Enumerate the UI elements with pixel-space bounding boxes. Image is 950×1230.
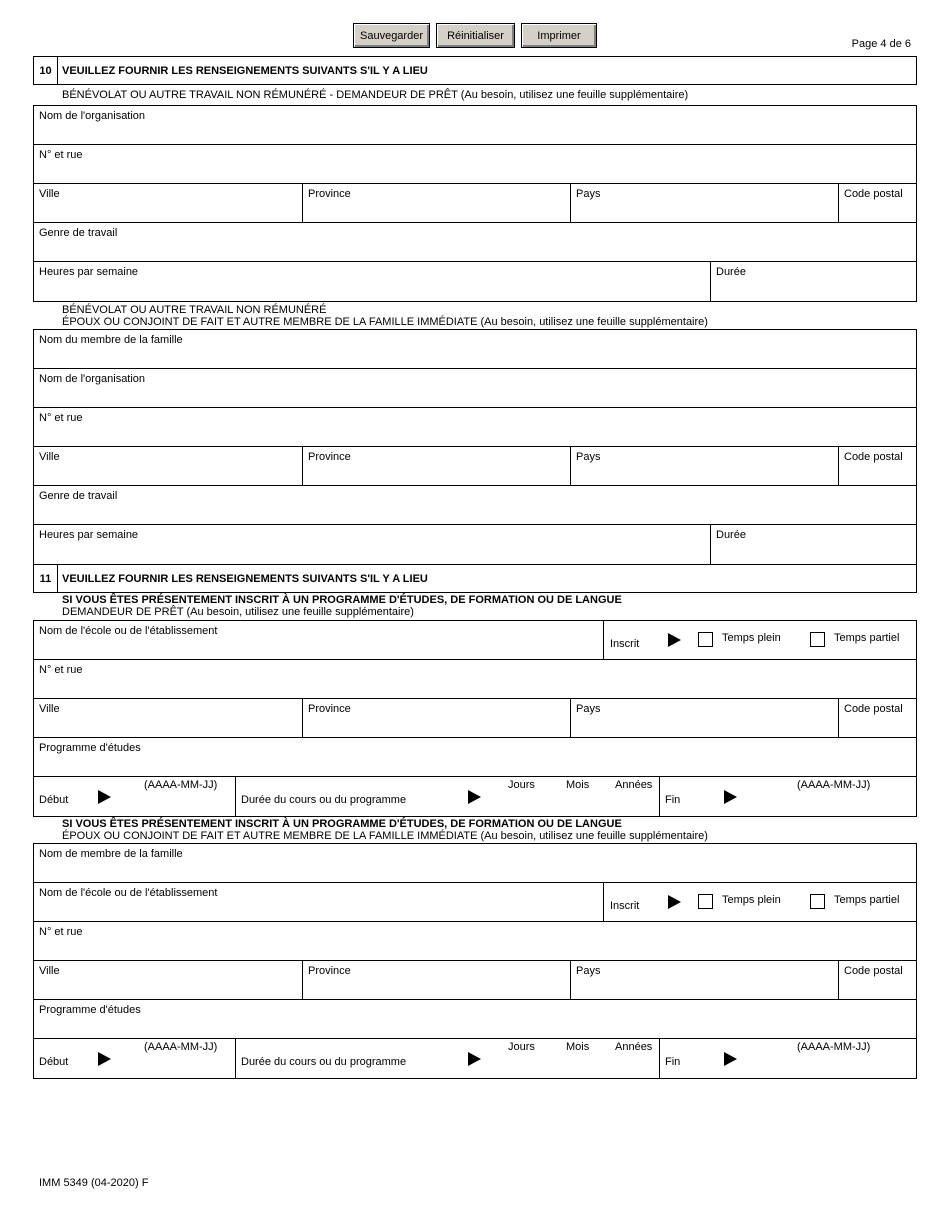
end-date-field[interactable]: Fin (AAAA-MM-JJ) <box>659 777 916 816</box>
hours-field[interactable]: Heures par semaine <box>39 266 139 278</box>
reset-button[interactable]: Réinitialiser <box>436 23 515 48</box>
section-10-sub2-line1: BÉNÉVOLAT OU AUTRE TRAVAIL NON RÉMUNÉRÉ <box>62 304 327 316</box>
full-time-label: Temps plein <box>722 632 781 644</box>
city-field[interactable]: Ville <box>39 188 60 200</box>
family-school-row <box>33 882 917 922</box>
family-part-time-checkbox[interactable] <box>810 894 825 909</box>
section-10-sub1: BÉNÉVOLAT OU AUTRE TRAVAIL NON RÉMUNÉRÉ - DEMANDEUR DE PRÊT (Au besoin, utilisez une feuille supplémentaire) <box>62 89 689 101</box>
program-field[interactable]: Programme d'études <box>33 737 917 777</box>
hours-row <box>33 261 917 302</box>
family-school-city-field[interactable]: Ville <box>39 965 60 977</box>
section-11-sub1-line1: SI VOUS ÊTES PRÉSENTEMENT INSCRIT À UN PROGRAMME D'ÉTUDES, DE FORMATION OU DE LANGUE <box>62 594 622 606</box>
family-school-province-field[interactable]: Province <box>302 961 571 999</box>
family-program-field[interactable]: Programme d'études <box>33 999 917 1039</box>
family-school-address-row <box>33 960 917 1000</box>
arrow-right-icon <box>98 1052 111 1066</box>
school-country-field[interactable]: Pays <box>570 699 839 737</box>
school-field[interactable]: Nom de l'école ou de l'établissement <box>39 625 218 637</box>
full-time-label: Temps plein <box>722 894 781 906</box>
street-field[interactable]: N° et rue <box>33 144 917 184</box>
enrolled-label: Inscrit <box>610 900 640 912</box>
postal-code-field[interactable]: Code postal <box>838 184 916 222</box>
family-full-time-checkbox[interactable] <box>698 894 713 909</box>
family-country-field[interactable]: Pays <box>570 447 839 485</box>
arrow-right-icon <box>468 790 481 804</box>
family-school-field[interactable]: Nom de l'école ou de l'établissement <box>39 887 218 899</box>
arrow-right-icon <box>468 1052 481 1066</box>
course-duration-field[interactable]: Durée du cours ou du programme Jours Mois Années <box>235 777 660 816</box>
province-field[interactable]: Province <box>302 184 571 222</box>
org-name-field[interactable]: Nom de l'organisation <box>33 105 917 145</box>
duration-field[interactable]: Durée <box>710 262 916 301</box>
address-row <box>33 183 917 223</box>
section-10-sub2-line2: ÉPOUX OU CONJOINT DE FAIT ET AUTRE MEMBRE DE LA FAMILLE IMMÉDIATE (Au besoin, utilisez une feuille supplémentaire) <box>62 316 708 328</box>
arrow-right-icon <box>724 790 737 804</box>
full-time-checkbox[interactable] <box>698 632 713 647</box>
family-org-name-field[interactable]: Nom de l'organisation <box>33 368 917 408</box>
arrow-right-icon <box>668 895 681 909</box>
enrolled-label: Inscrit <box>610 638 640 650</box>
section-11-sub2-line2: ÉPOUX OU CONJOINT DE FAIT ET AUTRE MEMBRE DE LA FAMILLE IMMÉDIATE (Au besoin, utilisez une feuille supplémentaire) <box>62 830 708 842</box>
family-school-street-field[interactable]: N° et rue <box>33 921 917 961</box>
school-postal-code-field[interactable]: Code postal <box>838 699 916 737</box>
page-number: Page 4 de 6 <box>851 38 911 50</box>
family-postal-code-field[interactable]: Code postal <box>838 447 916 485</box>
dates-row <box>33 776 917 817</box>
section-11-sub1-line2: DEMANDEUR DE PRÊT (Au besoin, utilisez une feuille supplémentaire) <box>62 606 414 618</box>
family-school-country-field[interactable]: Pays <box>570 961 839 999</box>
arrow-right-icon <box>724 1052 737 1066</box>
section-10-title: VEUILLEZ FOURNIR LES RENSEIGNEMENTS SUIVANTS S'IL Y A LIEU <box>62 64 428 77</box>
family-city-field[interactable]: Ville <box>39 451 60 463</box>
section-11-sub2-line1: SI VOUS ÊTES PRÉSENTEMENT INSCRIT À UN PROGRAMME D'ÉTUDES, DE FORMATION OU DE LANGUE <box>62 818 622 830</box>
family-study-member-field[interactable]: Nom de membre de la famille <box>33 843 917 883</box>
save-button[interactable]: Sauvegarder <box>353 23 430 48</box>
family-hours-field[interactable]: Heures par semaine <box>39 529 139 541</box>
arrow-right-icon <box>98 790 111 804</box>
part-time-checkbox[interactable] <box>810 632 825 647</box>
family-hours-row <box>33 524 917 565</box>
family-enrolled-cell <box>603 883 916 921</box>
print-button[interactable]: Imprimer <box>521 23 597 48</box>
school-row <box>33 620 917 660</box>
school-street-field[interactable]: N° et rue <box>33 659 917 699</box>
part-time-label: Temps partiel <box>834 894 900 906</box>
family-address-row <box>33 446 917 486</box>
section-11-title: VEUILLEZ FOURNIR LES RENSEIGNEMENTS SUIVANTS S'IL Y A LIEU <box>62 572 428 585</box>
family-end-date-field[interactable]: Fin (AAAA-MM-JJ) <box>659 1039 916 1078</box>
family-duration-field[interactable]: Durée <box>710 525 916 564</box>
form-footer: IMM 5349 (04-2020) F <box>39 1177 149 1189</box>
family-start-date-field[interactable]: Début (AAAA-MM-JJ) <box>39 1041 218 1068</box>
school-address-row <box>33 698 917 738</box>
family-course-duration-field[interactable]: Durée du cours ou du programme Jours Mois Années <box>235 1039 660 1078</box>
family-member-field[interactable]: Nom du membre de la famille <box>33 329 917 369</box>
section-10-number: 10 <box>34 57 58 84</box>
start-date-field[interactable]: Début (AAAA-MM-JJ) <box>39 779 218 806</box>
family-work-type-field[interactable]: Genre de travail <box>33 485 917 525</box>
enrolled-cell <box>603 621 916 659</box>
part-time-label: Temps partiel <box>834 632 900 644</box>
section-11-header <box>33 564 917 593</box>
family-province-field[interactable]: Province <box>302 447 571 485</box>
family-school-postal-code-field[interactable]: Code postal <box>838 961 916 999</box>
country-field[interactable]: Pays <box>570 184 839 222</box>
family-dates-row <box>33 1038 917 1079</box>
section-10-header <box>33 56 917 85</box>
family-street-field[interactable]: N° et rue <box>33 407 917 447</box>
work-type-field[interactable]: Genre de travail <box>33 222 917 262</box>
section-11-number: 11 <box>34 565 58 592</box>
school-city-field[interactable]: Ville <box>39 703 60 715</box>
school-province-field[interactable]: Province <box>302 699 571 737</box>
arrow-right-icon <box>668 633 681 647</box>
